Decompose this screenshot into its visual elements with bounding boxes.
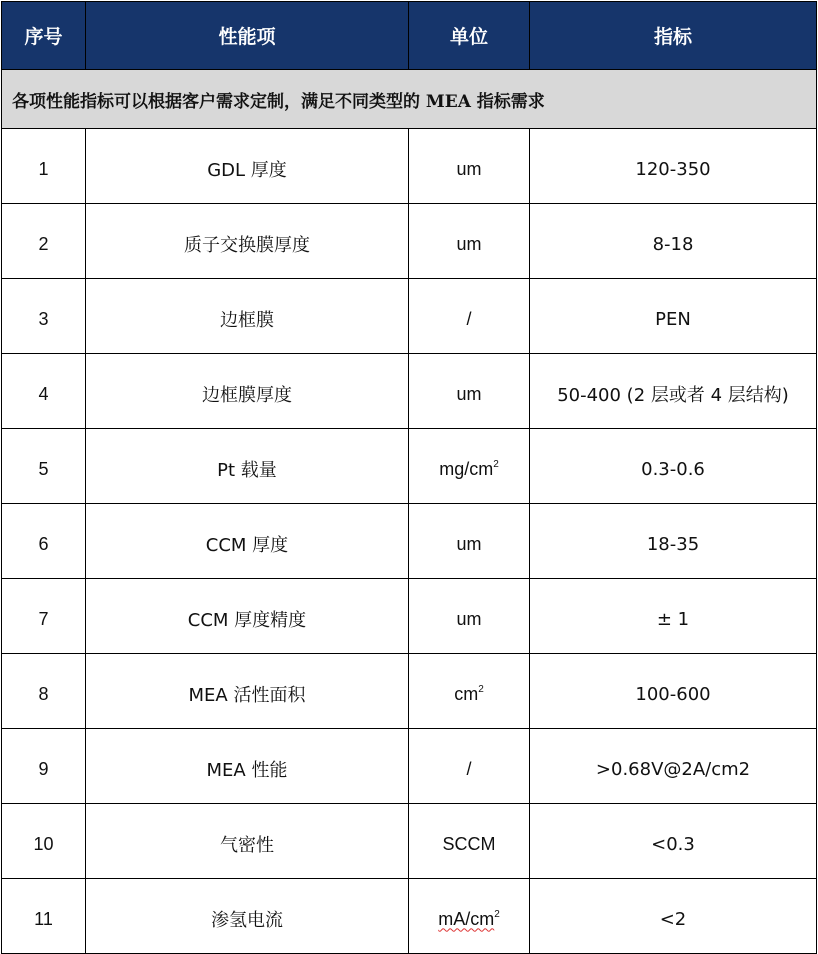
row-item: MEA 性能 bbox=[86, 729, 409, 804]
row-unit bbox=[409, 129, 530, 204]
row-number: 7 bbox=[2, 579, 86, 654]
row-value: PEN bbox=[530, 279, 817, 354]
row-value: 0.3-0.6 bbox=[530, 429, 817, 504]
unit-text: mA/cm bbox=[438, 908, 495, 929]
header-no: 序号 bbox=[2, 2, 86, 70]
unit-text: mg/cm bbox=[439, 458, 494, 479]
row-number: 10 bbox=[2, 804, 86, 879]
row-item: 渗氢电流 bbox=[86, 879, 409, 954]
unit-text: / bbox=[466, 308, 472, 329]
row-unit bbox=[409, 804, 530, 879]
row-value: <2 bbox=[530, 879, 817, 954]
row-number: 11 bbox=[2, 879, 86, 954]
note-row bbox=[2, 70, 817, 129]
unit-superscript: 2 bbox=[494, 908, 500, 920]
unit-text: cm bbox=[454, 683, 479, 704]
row-value: >0.68V@2A/cm2 bbox=[530, 729, 817, 804]
row-number: 5 bbox=[2, 429, 86, 504]
row-item: CCM 厚度精度 bbox=[86, 579, 409, 654]
row-value: 100-600 bbox=[530, 654, 817, 729]
row-item: 边框膜 bbox=[86, 279, 409, 354]
row-value: 50-400 (2 层或者 4 层结构) bbox=[530, 354, 817, 429]
row-item: GDL 厚度 bbox=[86, 129, 409, 204]
row-unit bbox=[409, 729, 530, 804]
header-value: 指标 bbox=[530, 2, 817, 70]
header-unit: 单位 bbox=[409, 2, 530, 70]
row-number: 6 bbox=[2, 504, 86, 579]
unit-text: / bbox=[466, 758, 472, 779]
row-unit bbox=[409, 204, 530, 279]
row-item: 质子交换膜厚度 bbox=[86, 204, 409, 279]
unit-text: um bbox=[456, 158, 482, 179]
unit-superscript: 2 bbox=[478, 683, 484, 695]
table-row bbox=[2, 354, 817, 429]
note-text: 各项性能指标可以根据客户需求定制，满足不同类型的 MEA 指标需求 bbox=[2, 70, 817, 129]
table-row bbox=[2, 129, 817, 204]
row-unit bbox=[409, 429, 530, 504]
table-row bbox=[2, 204, 817, 279]
row-number: 3 bbox=[2, 279, 86, 354]
table-row bbox=[2, 729, 817, 804]
table-row bbox=[2, 654, 817, 729]
row-item: Pt 载量 bbox=[86, 429, 409, 504]
row-item: MEA 活性面积 bbox=[86, 654, 409, 729]
unit-text: um bbox=[456, 383, 482, 404]
row-unit bbox=[409, 879, 530, 954]
row-value: 8-18 bbox=[530, 204, 817, 279]
row-number: 4 bbox=[2, 354, 86, 429]
spec-table bbox=[1, 1, 817, 954]
table-row bbox=[2, 429, 817, 504]
unit-text: um bbox=[456, 233, 482, 254]
header-item: 性能项 bbox=[86, 2, 409, 70]
row-number: 8 bbox=[2, 654, 86, 729]
table-row bbox=[2, 804, 817, 879]
row-unit bbox=[409, 279, 530, 354]
row-value: 18-35 bbox=[530, 504, 817, 579]
unit-text: um bbox=[456, 533, 482, 554]
row-item: 边框膜厚度 bbox=[86, 354, 409, 429]
row-number: 2 bbox=[2, 204, 86, 279]
row-value: <0.3 bbox=[530, 804, 817, 879]
table-row bbox=[2, 879, 817, 954]
unit-superscript: 2 bbox=[493, 458, 499, 470]
row-item: CCM 厚度 bbox=[86, 504, 409, 579]
row-number: 1 bbox=[2, 129, 86, 204]
table-row bbox=[2, 279, 817, 354]
header-row bbox=[2, 2, 817, 70]
row-unit bbox=[409, 654, 530, 729]
row-number: 9 bbox=[2, 729, 86, 804]
row-unit bbox=[409, 504, 530, 579]
table-row bbox=[2, 579, 817, 654]
table-row bbox=[2, 504, 817, 579]
row-unit bbox=[409, 579, 530, 654]
row-value: ± 1 bbox=[530, 579, 817, 654]
unit-text: SCCM bbox=[442, 833, 496, 854]
row-unit bbox=[409, 354, 530, 429]
row-value: 120-350 bbox=[530, 129, 817, 204]
unit-text: um bbox=[456, 608, 482, 629]
row-item: 气密性 bbox=[86, 804, 409, 879]
